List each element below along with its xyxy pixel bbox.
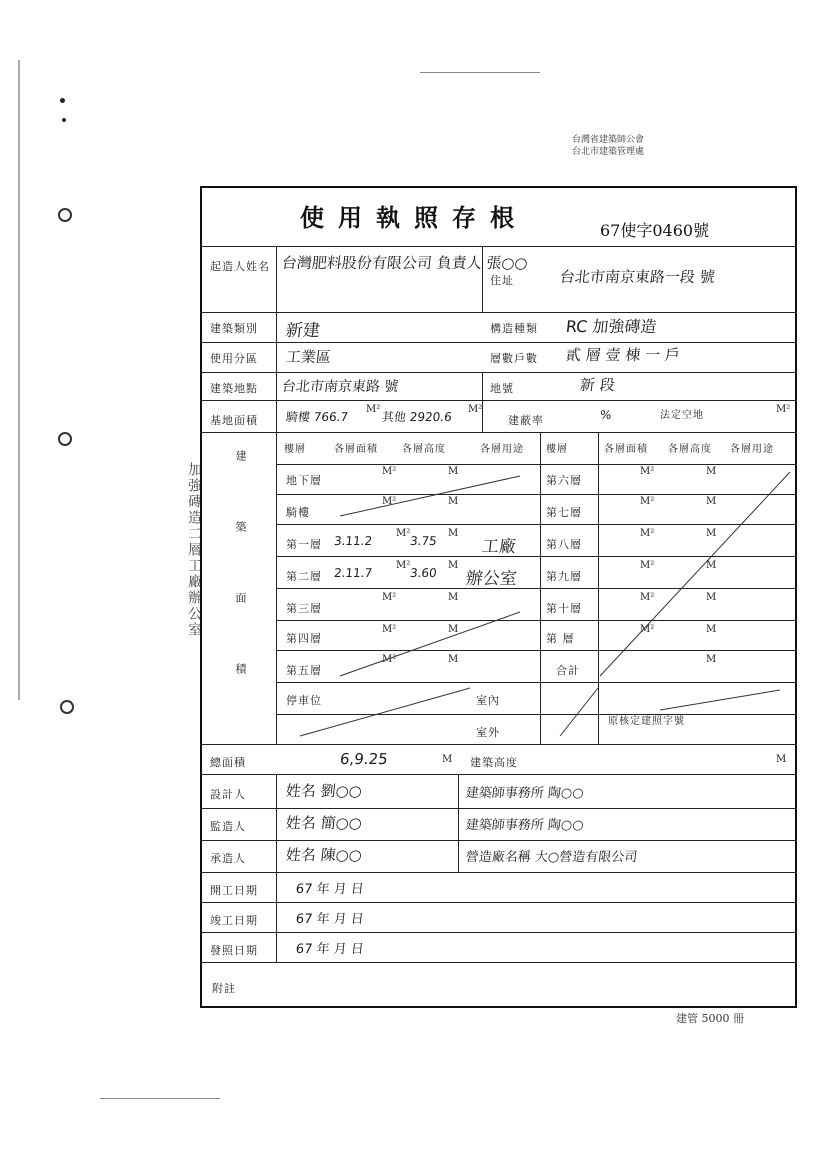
row-floor-2: 第二層 xyxy=(286,570,322,583)
floor-table-side-label: 建築面積 xyxy=(234,450,247,734)
document-title: 使用執照存根 xyxy=(300,203,528,232)
row-floor-6: 第六層 xyxy=(546,474,582,487)
row-arcade: 騎樓 xyxy=(286,506,310,519)
unit-m: M xyxy=(448,592,459,603)
col-area-right: 各層面積 xyxy=(604,444,648,455)
col-area-left: 各層面積 xyxy=(334,444,378,455)
unit-m: M xyxy=(706,624,717,635)
lot-value: 新 段 xyxy=(579,376,616,394)
parking-outside: 室外 xyxy=(476,726,500,739)
area-label: 基地面積 xyxy=(210,414,258,427)
structure-value: RC 加強磚造 xyxy=(564,317,658,336)
floor-1-use: 工廠 xyxy=(480,537,517,557)
designer-office: 建築師事務所 陶○○ xyxy=(465,786,585,801)
floor-1-height: 3.75 xyxy=(409,534,438,548)
contractor-company: 營造廠名稱 大○營造有限公司 xyxy=(465,850,639,865)
remaining-label: 法定空地 xyxy=(660,410,704,421)
col-use-left: 各層用途 xyxy=(480,444,524,455)
row-floor-10: 第十層 xyxy=(546,602,582,615)
unit-m: M xyxy=(448,560,459,571)
row-floor-5: 第五層 xyxy=(286,664,322,677)
use-label: 建築類別 xyxy=(210,322,258,335)
unit-m2: M² xyxy=(640,624,655,635)
row-total: 合計 xyxy=(556,664,580,677)
designer-value: 姓名 劉○○ xyxy=(285,782,363,800)
unit-m2: M² xyxy=(382,466,397,477)
supervisor-value: 姓名 簡○○ xyxy=(285,814,363,832)
unit-m: M xyxy=(448,528,459,539)
form-code: 建管 5000 冊 xyxy=(676,1012,744,1025)
row-floor-3: 第三層 xyxy=(286,602,322,615)
address-label: 住址 xyxy=(490,274,514,287)
floor-2-use: 辦公室 xyxy=(464,569,518,589)
remaining-unit: M² xyxy=(776,404,791,415)
height-label: 建築高度 xyxy=(470,756,518,769)
unit-m2: M² xyxy=(640,528,655,539)
location-label: 建築地點 xyxy=(210,382,258,395)
col-use-right: 各層用途 xyxy=(730,444,774,455)
strike-line xyxy=(300,688,470,736)
issue-label: 發照日期 xyxy=(210,944,258,957)
col-height-right: 各層高度 xyxy=(668,444,712,455)
row-basement: 地下層 xyxy=(286,474,322,487)
unit-m: M xyxy=(448,496,459,507)
unit-m2: M² xyxy=(382,624,397,635)
applicant-value: 台灣肥料股份有限公司 負責人 張○○ xyxy=(281,254,529,272)
unit-m2: M² xyxy=(640,496,655,507)
unit-m2: M² xyxy=(382,592,397,603)
total-area-label: 總面積 xyxy=(210,756,246,769)
stamp-line-2: 台北市建築管理處 xyxy=(572,147,645,157)
approved-label: 原核定建照字號 xyxy=(608,716,685,727)
lot-label: 地號 xyxy=(490,382,514,395)
issue-value: 67 年 月 日 xyxy=(295,942,365,957)
row-floor-8: 第八層 xyxy=(546,538,582,551)
zone-label: 使用分區 xyxy=(210,352,258,365)
structure-label: 構造種類 xyxy=(490,322,538,335)
households-value: 貳 層 壹 棟 一 戶 xyxy=(565,346,681,364)
unit-m: M xyxy=(706,592,717,603)
total-area-value: 6,9.25 xyxy=(339,750,389,768)
unit-m: M xyxy=(706,528,717,539)
start-label: 開工日期 xyxy=(210,884,258,897)
col-height-left: 各層高度 xyxy=(402,444,446,455)
row-floor-9: 第九層 xyxy=(546,570,582,583)
remarks-label: 附註 xyxy=(212,982,236,995)
floor-1-area: 3.11.2 xyxy=(333,534,373,548)
finish-label: 竣工日期 xyxy=(210,914,258,927)
contractor-value: 姓名 陳○○ xyxy=(285,846,363,864)
unit-m2: M² xyxy=(382,654,397,665)
unit-m2: M² xyxy=(396,528,411,539)
side-handwritten-note: 加強磚造二層工廠辦公室 xyxy=(186,462,202,638)
use-value: 新建 xyxy=(284,321,321,341)
row-floor-1: 第一層 xyxy=(286,538,322,551)
col-floor-right: 樓層 xyxy=(546,444,568,455)
contractor-label: 承造人 xyxy=(210,852,246,865)
stamp-line-1: 台灣省建築師公會 xyxy=(572,135,645,145)
unit-m2: M² xyxy=(382,496,397,507)
supervisor-label: 監造人 xyxy=(210,820,246,833)
coverage-label: 建蔽率 xyxy=(508,414,544,427)
unit-m2: M² xyxy=(640,560,655,571)
strike-line xyxy=(340,476,520,516)
location-value: 台北市南京東路 號 xyxy=(281,379,400,395)
unit-m: M xyxy=(706,560,717,571)
unit-m2: M² xyxy=(640,466,655,477)
coverage-value: % xyxy=(599,408,613,422)
strike-line xyxy=(560,688,598,736)
unit-m: M xyxy=(448,624,459,635)
parking-inside: 室內 xyxy=(476,694,500,707)
unit-m: M xyxy=(448,466,459,477)
row-floor-4: 第四層 xyxy=(286,632,322,645)
unit-m: M xyxy=(706,496,717,507)
unit-m: M xyxy=(442,754,453,765)
supervisor-office: 建築師事務所 陶○○ xyxy=(465,818,585,833)
start-value: 67 年 月 日 xyxy=(295,882,365,897)
area-other: 其他 2920.6 xyxy=(381,410,453,424)
floor-2-area: 2.11.7 xyxy=(333,566,373,580)
strike-line xyxy=(340,612,520,676)
area-arcade: 騎樓 766.7 xyxy=(285,410,349,424)
area-unit-2: M² xyxy=(468,404,483,415)
row-floor-7: 第七層 xyxy=(546,506,582,519)
permit-number: 67使字0460號 xyxy=(600,221,710,240)
finish-value: 67 年 月 日 xyxy=(295,912,365,927)
households-label: 層數戶數 xyxy=(490,352,538,365)
applicant-label: 起造人姓名 xyxy=(210,260,270,273)
designer-label: 設計人 xyxy=(210,788,246,801)
unit-m2: M² xyxy=(396,560,411,571)
parking-label: 停車位 xyxy=(286,694,322,707)
area-unit: M² xyxy=(366,404,381,415)
unit-m2: M² xyxy=(640,592,655,603)
strike-line xyxy=(660,690,780,710)
height-unit: M xyxy=(776,754,787,765)
unit-m: M xyxy=(706,466,717,477)
unit-m: M xyxy=(706,654,717,665)
address-value: 台北市南京東路一段 號 xyxy=(559,268,716,286)
floor-2-height: 3.60 xyxy=(409,566,438,580)
zone-value: 工業區 xyxy=(285,348,332,366)
strike-line xyxy=(600,472,790,676)
col-floor-left: 樓層 xyxy=(284,444,306,455)
unit-m: M xyxy=(448,654,459,665)
row-floor-n: 第 層 xyxy=(546,632,575,645)
